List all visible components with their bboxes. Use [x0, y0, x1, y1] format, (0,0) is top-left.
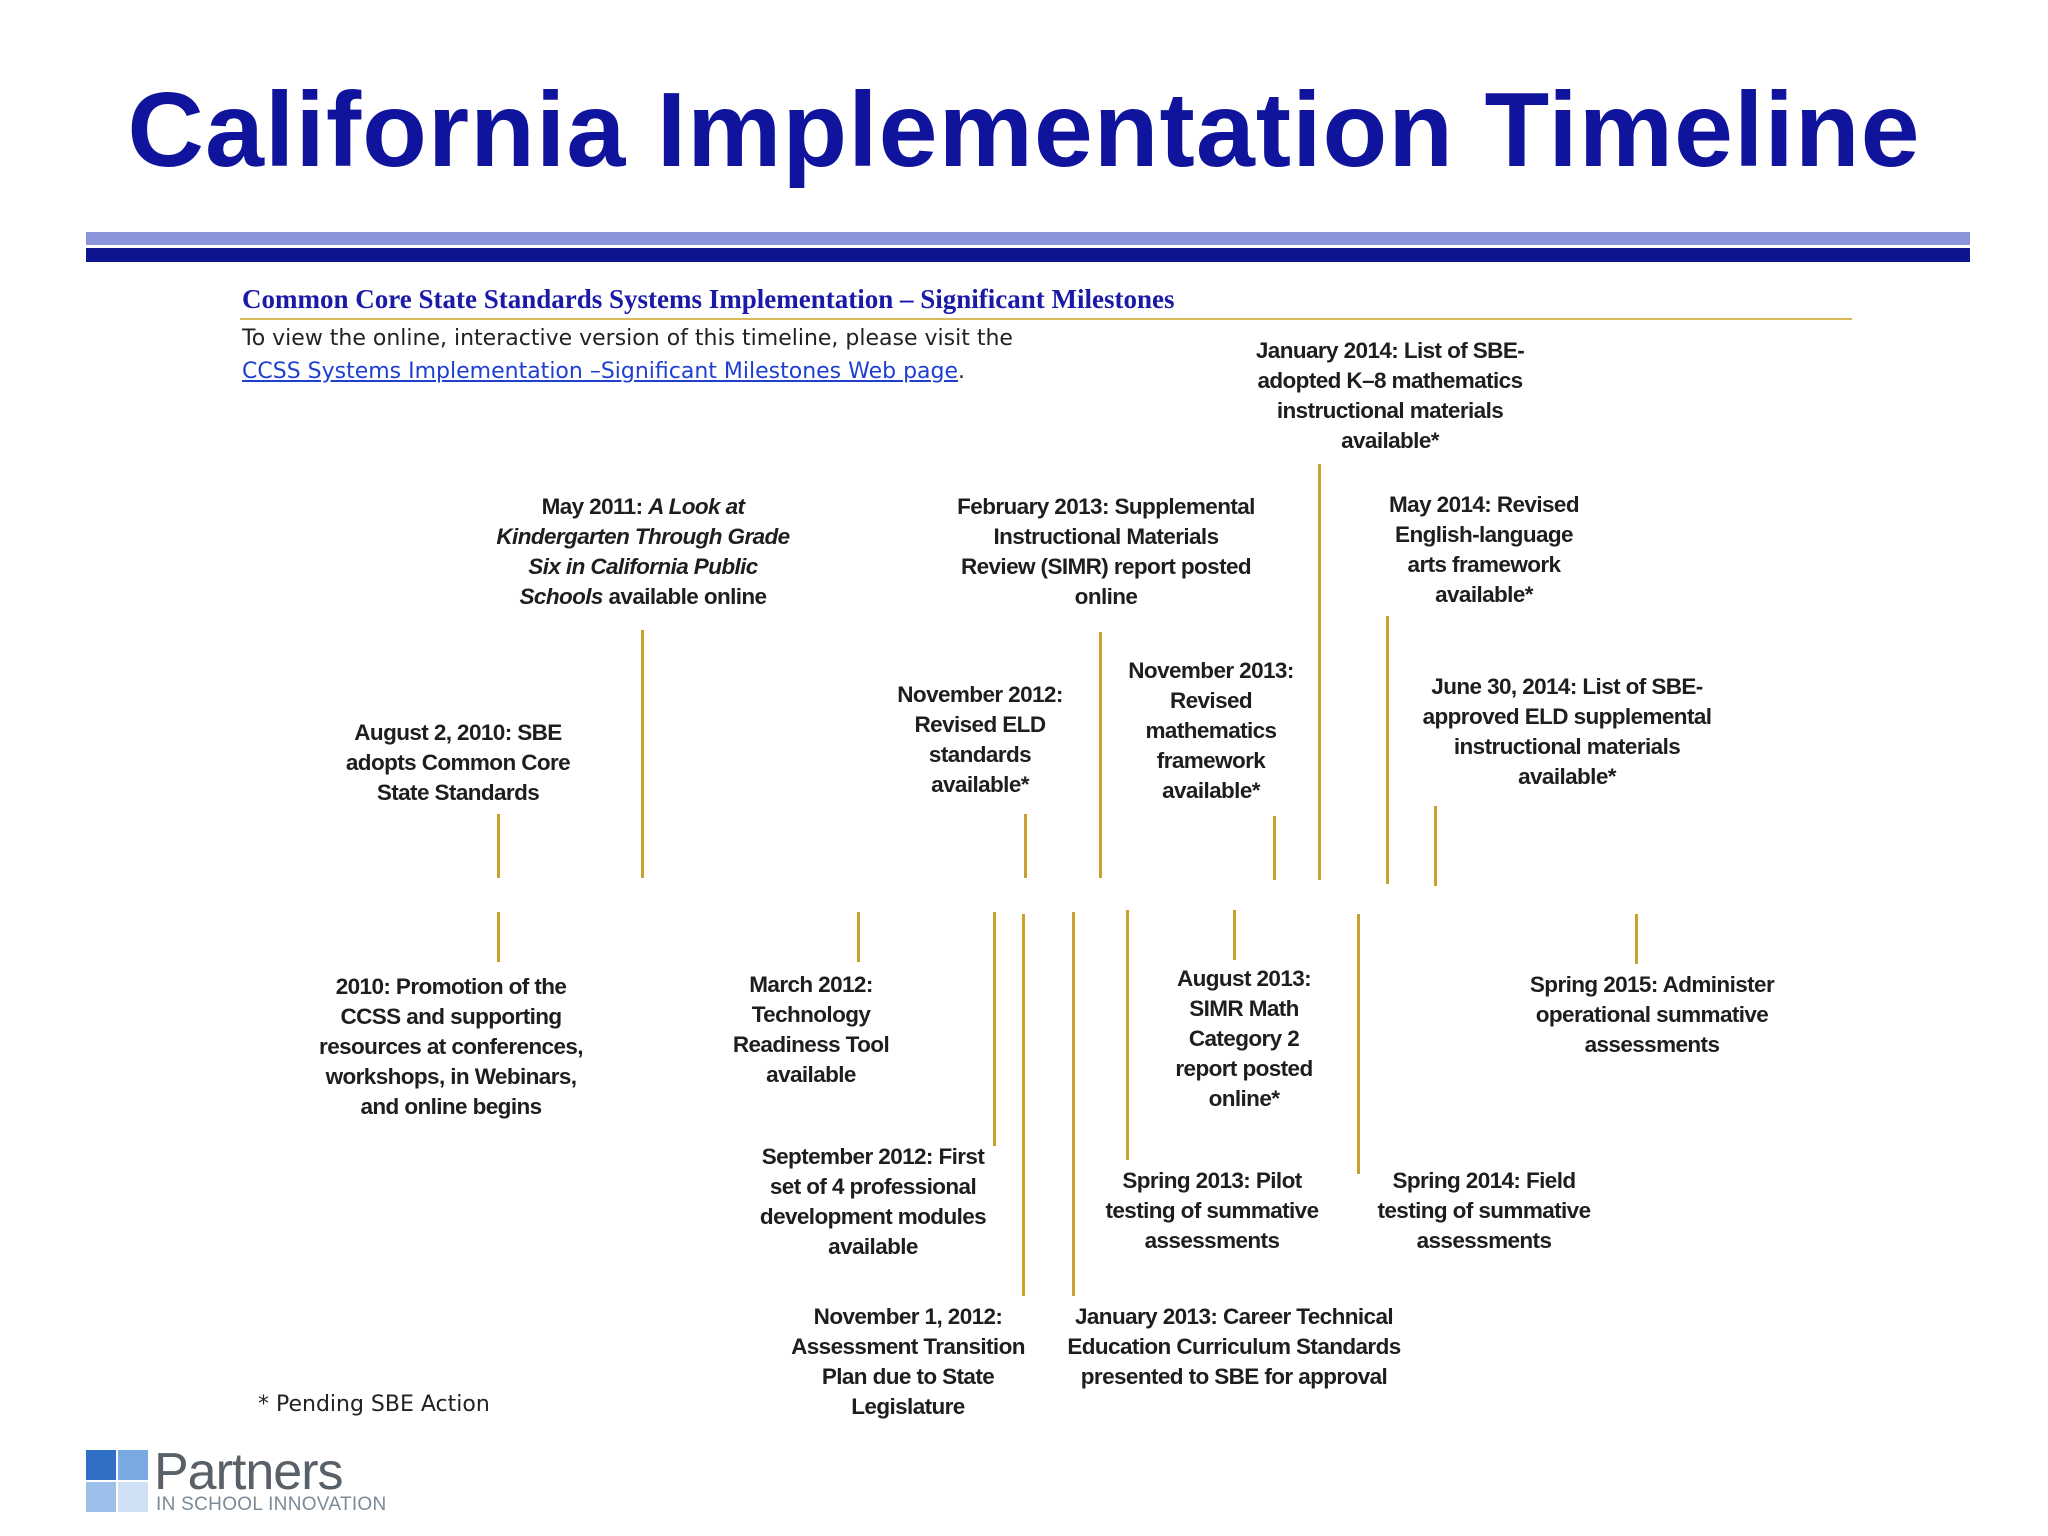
tick-nov-2013 — [1273, 816, 1276, 880]
logo-square-icon — [118, 1482, 148, 1512]
milestone-description: SIMR Math Category 2 report posted online* — [1175, 996, 1313, 1111]
milestone-nov-1-2012 — [784, 1302, 1032, 1422]
milestone-spring-2013 — [1094, 1166, 1330, 1256]
milestone-description: Supplemental Instructional Materials Review (SIMR) report posted online — [960, 494, 1255, 609]
milestone-feb-2013 — [956, 492, 1256, 612]
milestone-date: Spring 2014: — [1392, 1168, 1521, 1193]
tick-aug-2013 — [1233, 910, 1236, 960]
milestone-description: Pilot testing of summative assessments — [1105, 1168, 1319, 1253]
tick-spring-2014 — [1357, 914, 1360, 1174]
milestone-aug-2013 — [1162, 964, 1326, 1114]
milestone-description: Field testing of summative assessments — [1377, 1168, 1591, 1253]
milestone-date: November 2012: — [897, 682, 1063, 707]
milestone-description: Administer operational summative assessments — [1535, 972, 1775, 1057]
milestone-date: 2010: — [335, 974, 391, 999]
milestone-aug-2010 — [318, 718, 598, 808]
milestone-description: Career Technical Education Curriculum Standards presented to SBE for approval — [1067, 1304, 1401, 1389]
milestone-description: SBE adopts Common Core State Standards — [345, 720, 571, 805]
tick-may-2011 — [641, 630, 644, 878]
milestone-description: Revised English-language arts framework available* — [1395, 492, 1579, 607]
milestone-date: Spring 2015: — [1529, 972, 1658, 997]
milestone-description: List of SBE-adopted K–8 mathematics instructional materials available* — [1257, 338, 1525, 453]
logo-square-icon — [86, 1482, 116, 1512]
milestone-description: List of SBE-approved ELD supplemental instructional materials available* — [1422, 674, 1712, 789]
milestone-jun-2014 — [1412, 672, 1722, 792]
tick-nov-2012 — [1024, 814, 1027, 878]
tick-feb-2013 — [1099, 632, 1102, 878]
milestone-nov-2012 — [896, 680, 1064, 800]
tick-sep-2012 — [993, 912, 996, 1146]
milestone-may-2014 — [1376, 490, 1592, 610]
milestone-date: May 2014: — [1389, 492, 1492, 517]
milestone-description: Technology Readiness Tool available — [732, 1002, 890, 1087]
pending-sbe-footnote: * Pending SBE Action — [258, 1392, 490, 1417]
tick-spring-2015 — [1635, 914, 1638, 964]
publication-title: A Look at Kindergarten Through Grade Six in California Public Schools — [496, 494, 790, 609]
milestone-spring-2014 — [1366, 1166, 1602, 1256]
milestone-date: November 1, 2012: — [813, 1304, 1003, 1329]
milestone-date: May 2011: — [541, 494, 643, 519]
logo-wordmark: Partners — [154, 1443, 343, 1501]
milestone-mar-2012 — [722, 970, 900, 1090]
tick-jun-2014 — [1434, 806, 1437, 886]
milestone-jan-2014 — [1240, 336, 1540, 456]
milestone-description: Promotion of the CCSS and supporting resources at conferences, workshops, in Webinars, and online begins — [319, 974, 583, 1119]
tick-jan-2013 — [1072, 912, 1075, 1296]
milestone-description: Revised ELD standards available* — [914, 712, 1046, 797]
milestone-description: Assessment Transition Plan due to State Legislature — [791, 1334, 1025, 1419]
milestone-date: June 30, 2014: — [1431, 674, 1577, 699]
milestones-web-page-link[interactable]: CCSS Systems Implementation –Significant Milestones Web page — [242, 359, 959, 384]
timeline-panel — [226, 270, 1856, 1460]
milestone-date: November 2013: — [1128, 658, 1294, 683]
milestone-date: January 2013: — [1074, 1304, 1218, 1329]
milestone-nov-2013 — [1126, 656, 1296, 806]
milestone-date: March 2012: — [749, 972, 873, 997]
milestone-date: August 2, 2010: — [354, 720, 512, 745]
tick-jan-2014 — [1318, 464, 1321, 880]
title-underline-dark — [86, 248, 1970, 262]
milestone-jan-2013 — [1064, 1302, 1404, 1392]
intro-link-line — [242, 355, 1013, 388]
tick-nov-1-2012 — [1022, 914, 1025, 1296]
milestone-2010-promotion — [306, 972, 596, 1122]
milestone-sep-2012 — [746, 1142, 1000, 1262]
milestone-may-2011 — [488, 492, 798, 612]
title-underline-light — [86, 232, 1970, 245]
milestone-date: January 2014: — [1255, 338, 1399, 363]
tick-mar-2012 — [857, 912, 860, 962]
intro-text: To view the online, interactive version of this timeline, please visit the — [242, 326, 1013, 351]
milestone-description: available online — [608, 584, 767, 609]
page-title: California Implementation Timeline — [127, 71, 1921, 189]
milestone-description: Revised mathematics framework available* — [1145, 688, 1277, 803]
milestone-spring-2015 — [1520, 970, 1784, 1060]
tick-spring-2013 — [1126, 910, 1129, 1160]
intro-link-suffix: . — [958, 359, 966, 384]
tick-aug-2010 — [497, 814, 500, 878]
timeline-subtitle: Common Core State Standards Systems Implementation – Significant Milestones — [242, 284, 1175, 314]
milestone-date: September 2012: — [761, 1144, 933, 1169]
milestone-date: Spring 2013: — [1122, 1168, 1251, 1193]
subtitle-divider — [240, 318, 1852, 320]
milestone-description: First set of 4 professional development modules available — [759, 1144, 987, 1259]
logo-square-icon — [118, 1450, 148, 1480]
tick-2010-promotion — [497, 912, 500, 962]
tick-may-2014 — [1386, 616, 1389, 884]
logo-tagline: IN SCHOOL INNOVATION — [156, 1494, 387, 1515]
partners-logo — [86, 1443, 387, 1520]
intro-text-block — [242, 322, 1013, 388]
milestone-date: August 2013: — [1176, 966, 1312, 991]
milestone-date: February 2013: — [957, 494, 1109, 519]
logo-square-icon — [86, 1450, 116, 1480]
